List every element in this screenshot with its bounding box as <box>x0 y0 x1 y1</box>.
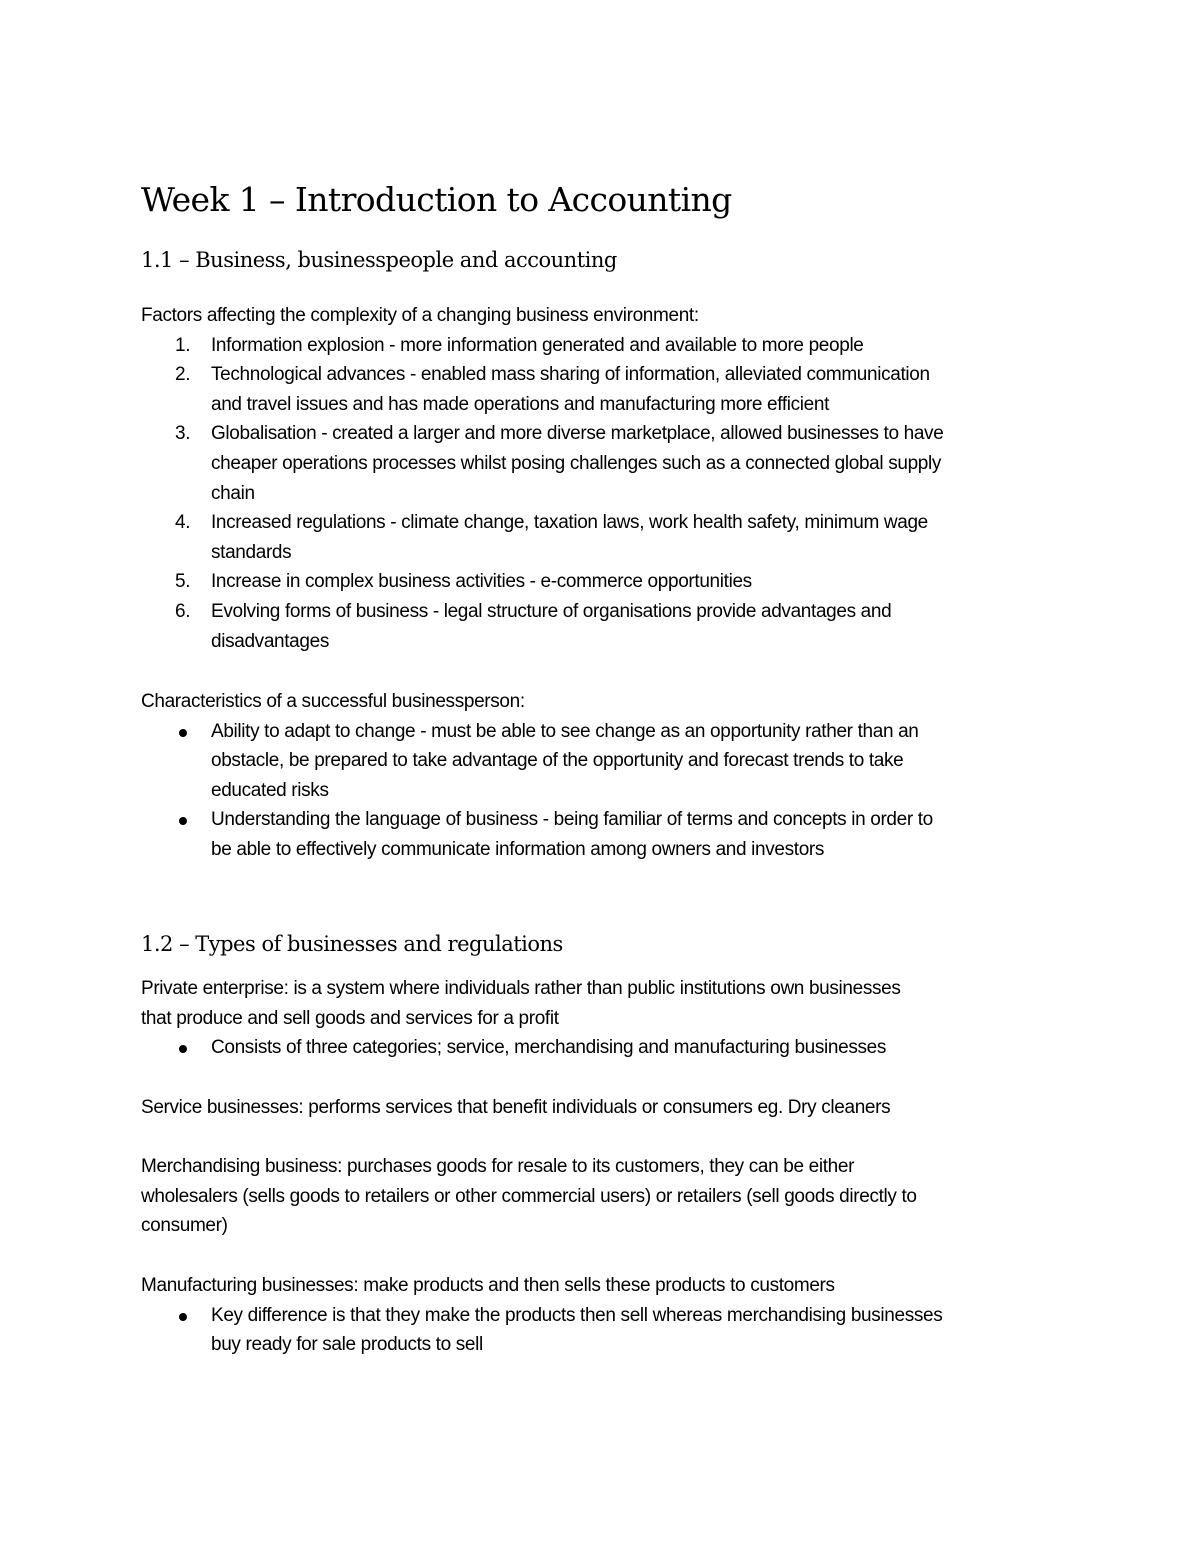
factors-block <box>141 301 1061 656</box>
list-number: 6. <box>175 600 191 622</box>
list-number: 4. <box>175 512 191 534</box>
manufacturing-text: Manufacturing businesses: make products and then sells these products to customers <box>141 1275 835 1296</box>
factors-intro: Factors affecting the complexity of a changing business environment: <box>141 305 699 326</box>
list-item-text: Technological advances - enabled mass sharing of information, alleviated communication <box>211 364 930 386</box>
list-item-text: Globalisation - created a larger and more diverse marketplace, allowed businesses to have <box>211 423 944 445</box>
paragraph-line: Merchandising business: purchases goods for resale to its customers, they can be either <box>141 1156 855 1177</box>
list-item-text: buy ready for sale products to sell <box>211 1334 483 1356</box>
paragraph-line: consumer) <box>141 1215 228 1237</box>
list-item-text: standards <box>211 541 292 563</box>
list-item <box>141 597 1061 656</box>
list-item-text: Understanding the language of business - being familiar of terms and concepts in order to <box>211 809 933 831</box>
merchandising-text <box>141 1152 1061 1241</box>
list-item <box>141 1301 1061 1360</box>
list-item <box>141 717 1061 806</box>
private-enterprise-block <box>141 974 1061 1063</box>
list-item-text: educated risks <box>211 779 329 801</box>
bullet-icon <box>179 1045 187 1053</box>
manufacturing-list <box>141 1301 1061 1360</box>
list-item-text: obstacle, be prepared to take advantage of the opportunity and forecast trends to take <box>211 750 904 772</box>
list-item-text: and travel issues and has made operations and manufacturing more efficient <box>211 393 830 415</box>
private-enterprise-text <box>141 974 1061 1033</box>
paragraph-line: Private enterprise: is a system where individuals rather than public institutions own businesses <box>141 978 901 999</box>
list-number: 1. <box>175 334 191 356</box>
list-item <box>141 1033 1061 1063</box>
list-item <box>141 567 1061 597</box>
list-item <box>141 331 1061 361</box>
service-block <box>141 1093 1061 1123</box>
paragraph-line: that produce and sell goods and services for a profit <box>141 1007 559 1029</box>
bullet-icon <box>179 729 187 737</box>
characteristics-intro: Characteristics of a successful businessperson: <box>141 691 525 712</box>
list-item-text: Consists of three categories; service, merchandising and manufacturing businesses <box>211 1037 887 1059</box>
bullet-icon <box>179 817 187 825</box>
manufacturing-block <box>141 1271 1061 1360</box>
list-item-text: be able to effectively communicate information among owners and investors <box>211 838 825 860</box>
list-number: 5. <box>175 571 191 593</box>
section-heading-1-2: 1.2 – Types of businesses and regulations <box>141 932 563 956</box>
list-number: 3. <box>175 423 191 445</box>
factors-list <box>141 331 1061 657</box>
list-item-text: chain <box>211 482 255 504</box>
list-item <box>141 508 1061 567</box>
section-heading-1-1: 1.1 – Business, businesspeople and accounting <box>141 248 617 272</box>
list-item-text: Increase in complex business activities - e-commerce opportunities <box>211 571 752 593</box>
list-number: 2. <box>175 364 191 386</box>
list-item-text: Ability to adapt to change - must be able to see change as an opportunity rather than an <box>211 720 919 742</box>
service-text: Service businesses: performs services that benefit individuals or consumers eg. Dry cleaners <box>141 1097 891 1118</box>
bullet-icon <box>179 1313 187 1321</box>
private-enterprise-list <box>141 1033 1061 1063</box>
list-item-text: Evolving forms of business - legal structure of organisations provide advantages and <box>211 600 892 622</box>
characteristics-list <box>141 717 1061 865</box>
characteristics-block <box>141 687 1061 865</box>
page-title: Week 1 – Introduction to Accounting <box>141 180 732 219</box>
list-item <box>141 360 1061 419</box>
list-item-text: Information explosion - more information generated and available to more people <box>211 334 864 356</box>
list-item <box>141 805 1061 864</box>
list-item <box>141 419 1061 508</box>
list-item-text: Key difference is that they make the products then sell whereas merchandising businesses <box>211 1304 943 1326</box>
merchandising-block <box>141 1152 1061 1241</box>
list-item-text: disadvantages <box>211 630 329 652</box>
list-item-text: Increased regulations - climate change, taxation laws, work health safety, minimum wage <box>211 512 928 534</box>
paragraph-line: wholesalers (sells goods to retailers or other commercial users) or retailers (sell goods directly to <box>141 1185 917 1207</box>
list-item-text: cheaper operations processes whilst posing challenges such as a connected global supply <box>211 452 942 474</box>
